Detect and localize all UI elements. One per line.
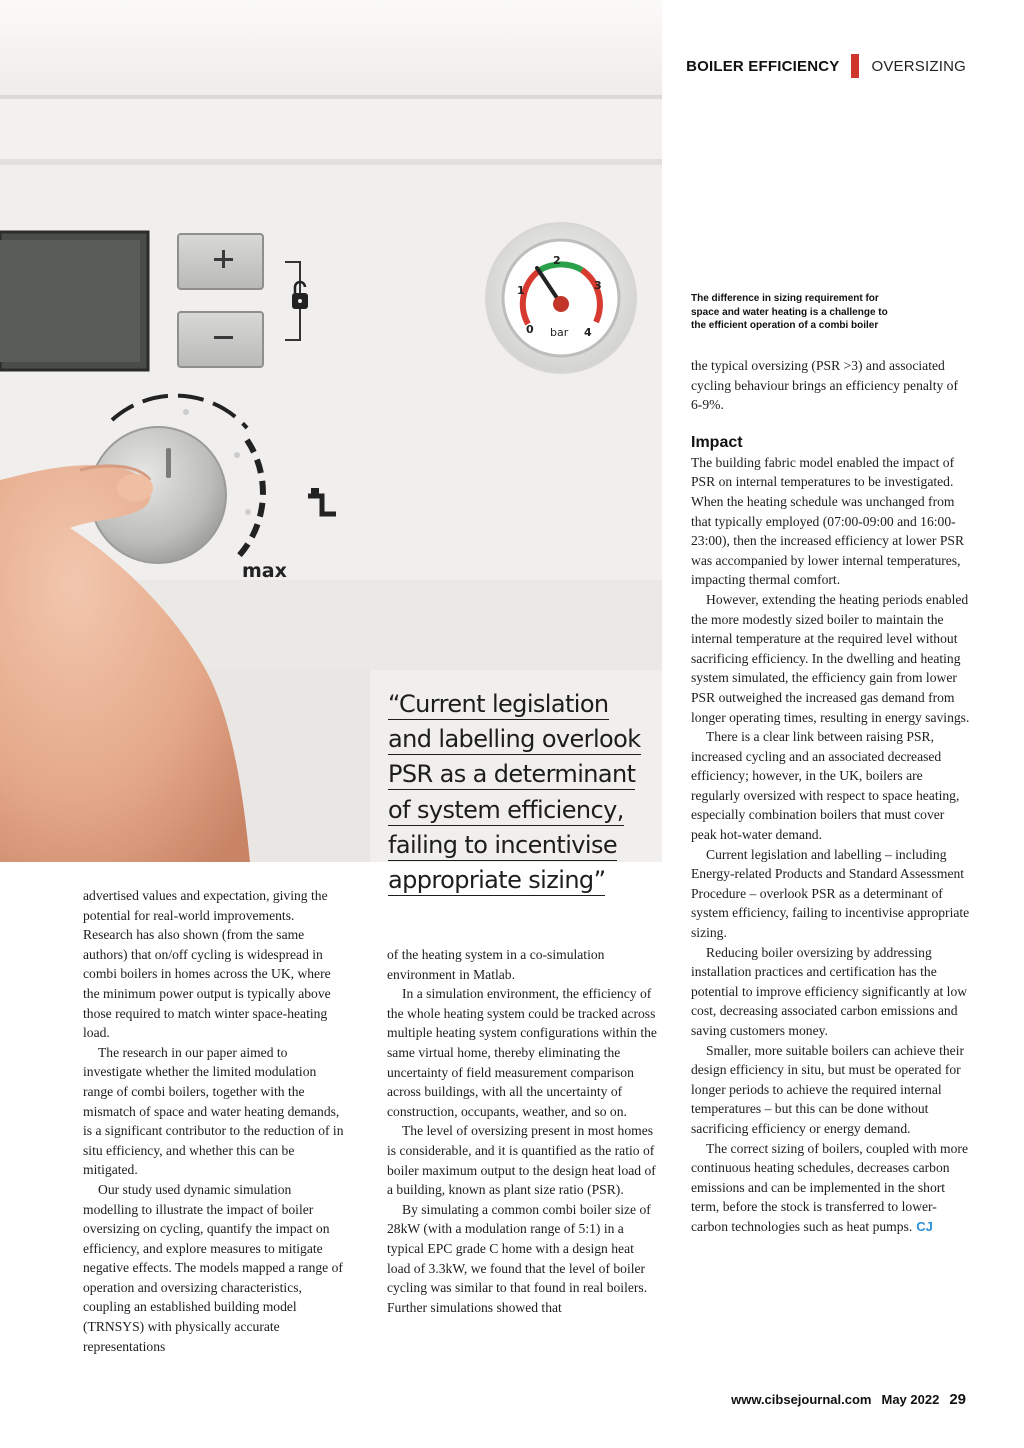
paragraph: By simulating a common combi boiler size of 28kW (with a modulation range of 5:1) in a typical EPC grade C home with a design heat load of 3.3kW, we found that the level of boiler cycling was similar to that found in real boilers. Further simulations showed that bbox=[387, 1201, 651, 1315]
paragraph: Smaller, more suitable boilers can achieve their design efficiency in situ, but must be operated for longer periods to achieve the required internal temperatures – but this can be done without sacrificing efficiency or energy demand. bbox=[691, 1042, 965, 1136]
paragraph: Current legislation and labelling – including Energy-related Products and Standard Assessment Procedure – overlook PSR as a determinant of system efficiency, failing to incentivise appropriate sizing. bbox=[691, 846, 970, 941]
pull-quote-text: failing to incentivise bbox=[388, 830, 618, 859]
section-header bbox=[686, 54, 966, 78]
page-number: 29 bbox=[949, 1391, 966, 1408]
section-subtitle: OVERSIZING bbox=[871, 57, 966, 75]
gauge-tick-1: 1 bbox=[517, 284, 525, 297]
paragraph: There is a clear link between raising PSR, increased cycling and an associated decreased efficiency; however, in the UK, boilers are regularly oversized with respect to space heating, especially combination boilers that must cover peak hot-water demand. bbox=[691, 729, 960, 843]
paragraph: of the heating system in a co-simulation environment in Matlab. bbox=[387, 947, 605, 982]
pull-quote-line bbox=[388, 722, 658, 757]
gauge-labels bbox=[0, 0, 662, 400]
footer-date: May 2022 bbox=[881, 1392, 940, 1407]
paragraph: advertised values and expectation, giving the potential for real-world improvements. Research has also shown (from the same authors) that on/off cycling is widespread in combi boilers in homes across the UK, where the minimum power output is typically above those required to match winter space-heating load. bbox=[83, 888, 331, 1041]
pull-quote bbox=[388, 687, 658, 898]
pull-quote-text: PSR as a determinant bbox=[388, 760, 636, 789]
gauge-tick-2: 2 bbox=[553, 254, 561, 267]
pull-quote-line bbox=[388, 793, 658, 828]
pull-quote-line bbox=[388, 828, 658, 863]
paragraph-text: The correct sizing of boilers, coupled with more continuous heating schedules, decreases carbon emissions and can be implemented in the short term, before the stock is transferred to lower-carbon technologies such as heat pumps. bbox=[691, 1140, 968, 1234]
pull-quote-text: of system efficiency, bbox=[388, 795, 624, 824]
article-column-2 bbox=[387, 945, 659, 1317]
section-title: BOILER EFFICIENCY bbox=[686, 57, 840, 75]
end-mark: CJ bbox=[916, 1218, 933, 1234]
paragraph: Reducing boiler oversizing by addressing installation practices and certification has the potential to improve efficiency significantly at low cost, decreasing associated carbon emissions and saving customers money. bbox=[691, 944, 968, 1038]
paragraph: The building fabric model enabled the impact of PSR on internal temperatures to be investigated. When the heating schedule was unchanged from that typically employed (07:00-09:00 and 16:00-23:00), then the increased efficiency at lower PSR was accompanied by lower internal temperatures, impacting thermal comfort. bbox=[691, 454, 965, 588]
article-column-3 bbox=[691, 356, 971, 1237]
gauge-unit: bar bbox=[550, 326, 569, 339]
paragraph: Our study used dynamic simulation modelling to illustrate the impact of boiler oversizing on cycling, quantify the impact on efficiency, and explore measures to mitigate negative effects. The models mapped a range of operation and oversizing characteristics, coupling an established building model (TRNSYS) with physically accurate representations bbox=[83, 1181, 343, 1354]
gauge-tick-4: 4 bbox=[584, 326, 592, 339]
gauge-tick-3: 3 bbox=[594, 279, 602, 292]
pull-quote-line bbox=[388, 687, 658, 722]
paragraph: The research in our paper aimed to investigate whether the limited modulation range of combi boilers, together with the mismatch of space and water heating demands, is a significant contributor to the reduction of in situ efficiency, and whether this can be mitigated. bbox=[83, 1044, 344, 1178]
pull-quote-line bbox=[388, 757, 658, 792]
article-column-1 bbox=[83, 886, 345, 1356]
page-footer bbox=[731, 1391, 966, 1408]
subheading-impact: Impact bbox=[691, 433, 743, 451]
paragraph-final bbox=[691, 1139, 971, 1237]
paragraph: However, extending the heating periods enabled the more modestly sized boiler to maintain the internal temperature at the required level without sacrificing efficiency. In the dwelling and heating system simulated, the efficiency gain from lower PSR outweighed the increased gas demand from longer operating times, resulting in energy savings. bbox=[691, 591, 970, 725]
header-divider bbox=[851, 54, 859, 78]
photo-caption: The difference in sizing requirement for space and water heating is a challenge to the efficient operation of a combi boiler bbox=[691, 293, 888, 331]
paragraph: The level of oversizing present in most homes is considerable, and it is quantified as the ratio of boiler maximum output to the design heat load of a building, known as plant size ratio (PSR). bbox=[387, 1123, 656, 1198]
gauge-tick-0: 0 bbox=[526, 323, 534, 336]
pull-quote-line bbox=[388, 863, 658, 898]
pull-quote-text: appropriate sizing” bbox=[388, 866, 606, 895]
paragraph: In a simulation environment, the efficiency of the whole heating system could be tracked across multiple heating system configurations within the same virtual home, thereby eliminating the uncertainty of field measurement comparison across buildings, with all the uncertainty of construction, occupants, weather, and so on. bbox=[387, 986, 657, 1119]
dial-max-label: max bbox=[242, 560, 287, 582]
pull-quote-text: “Current legislation bbox=[388, 690, 609, 718]
footer-url[interactable]: www.cibsejournal.com bbox=[731, 1392, 872, 1407]
paragraph: the typical oversizing (PSR >3) and associated cycling behaviour brings an efficiency penalty of 6-9%. bbox=[691, 358, 958, 413]
pull-quote-text: and labelling overlook bbox=[388, 725, 641, 754]
